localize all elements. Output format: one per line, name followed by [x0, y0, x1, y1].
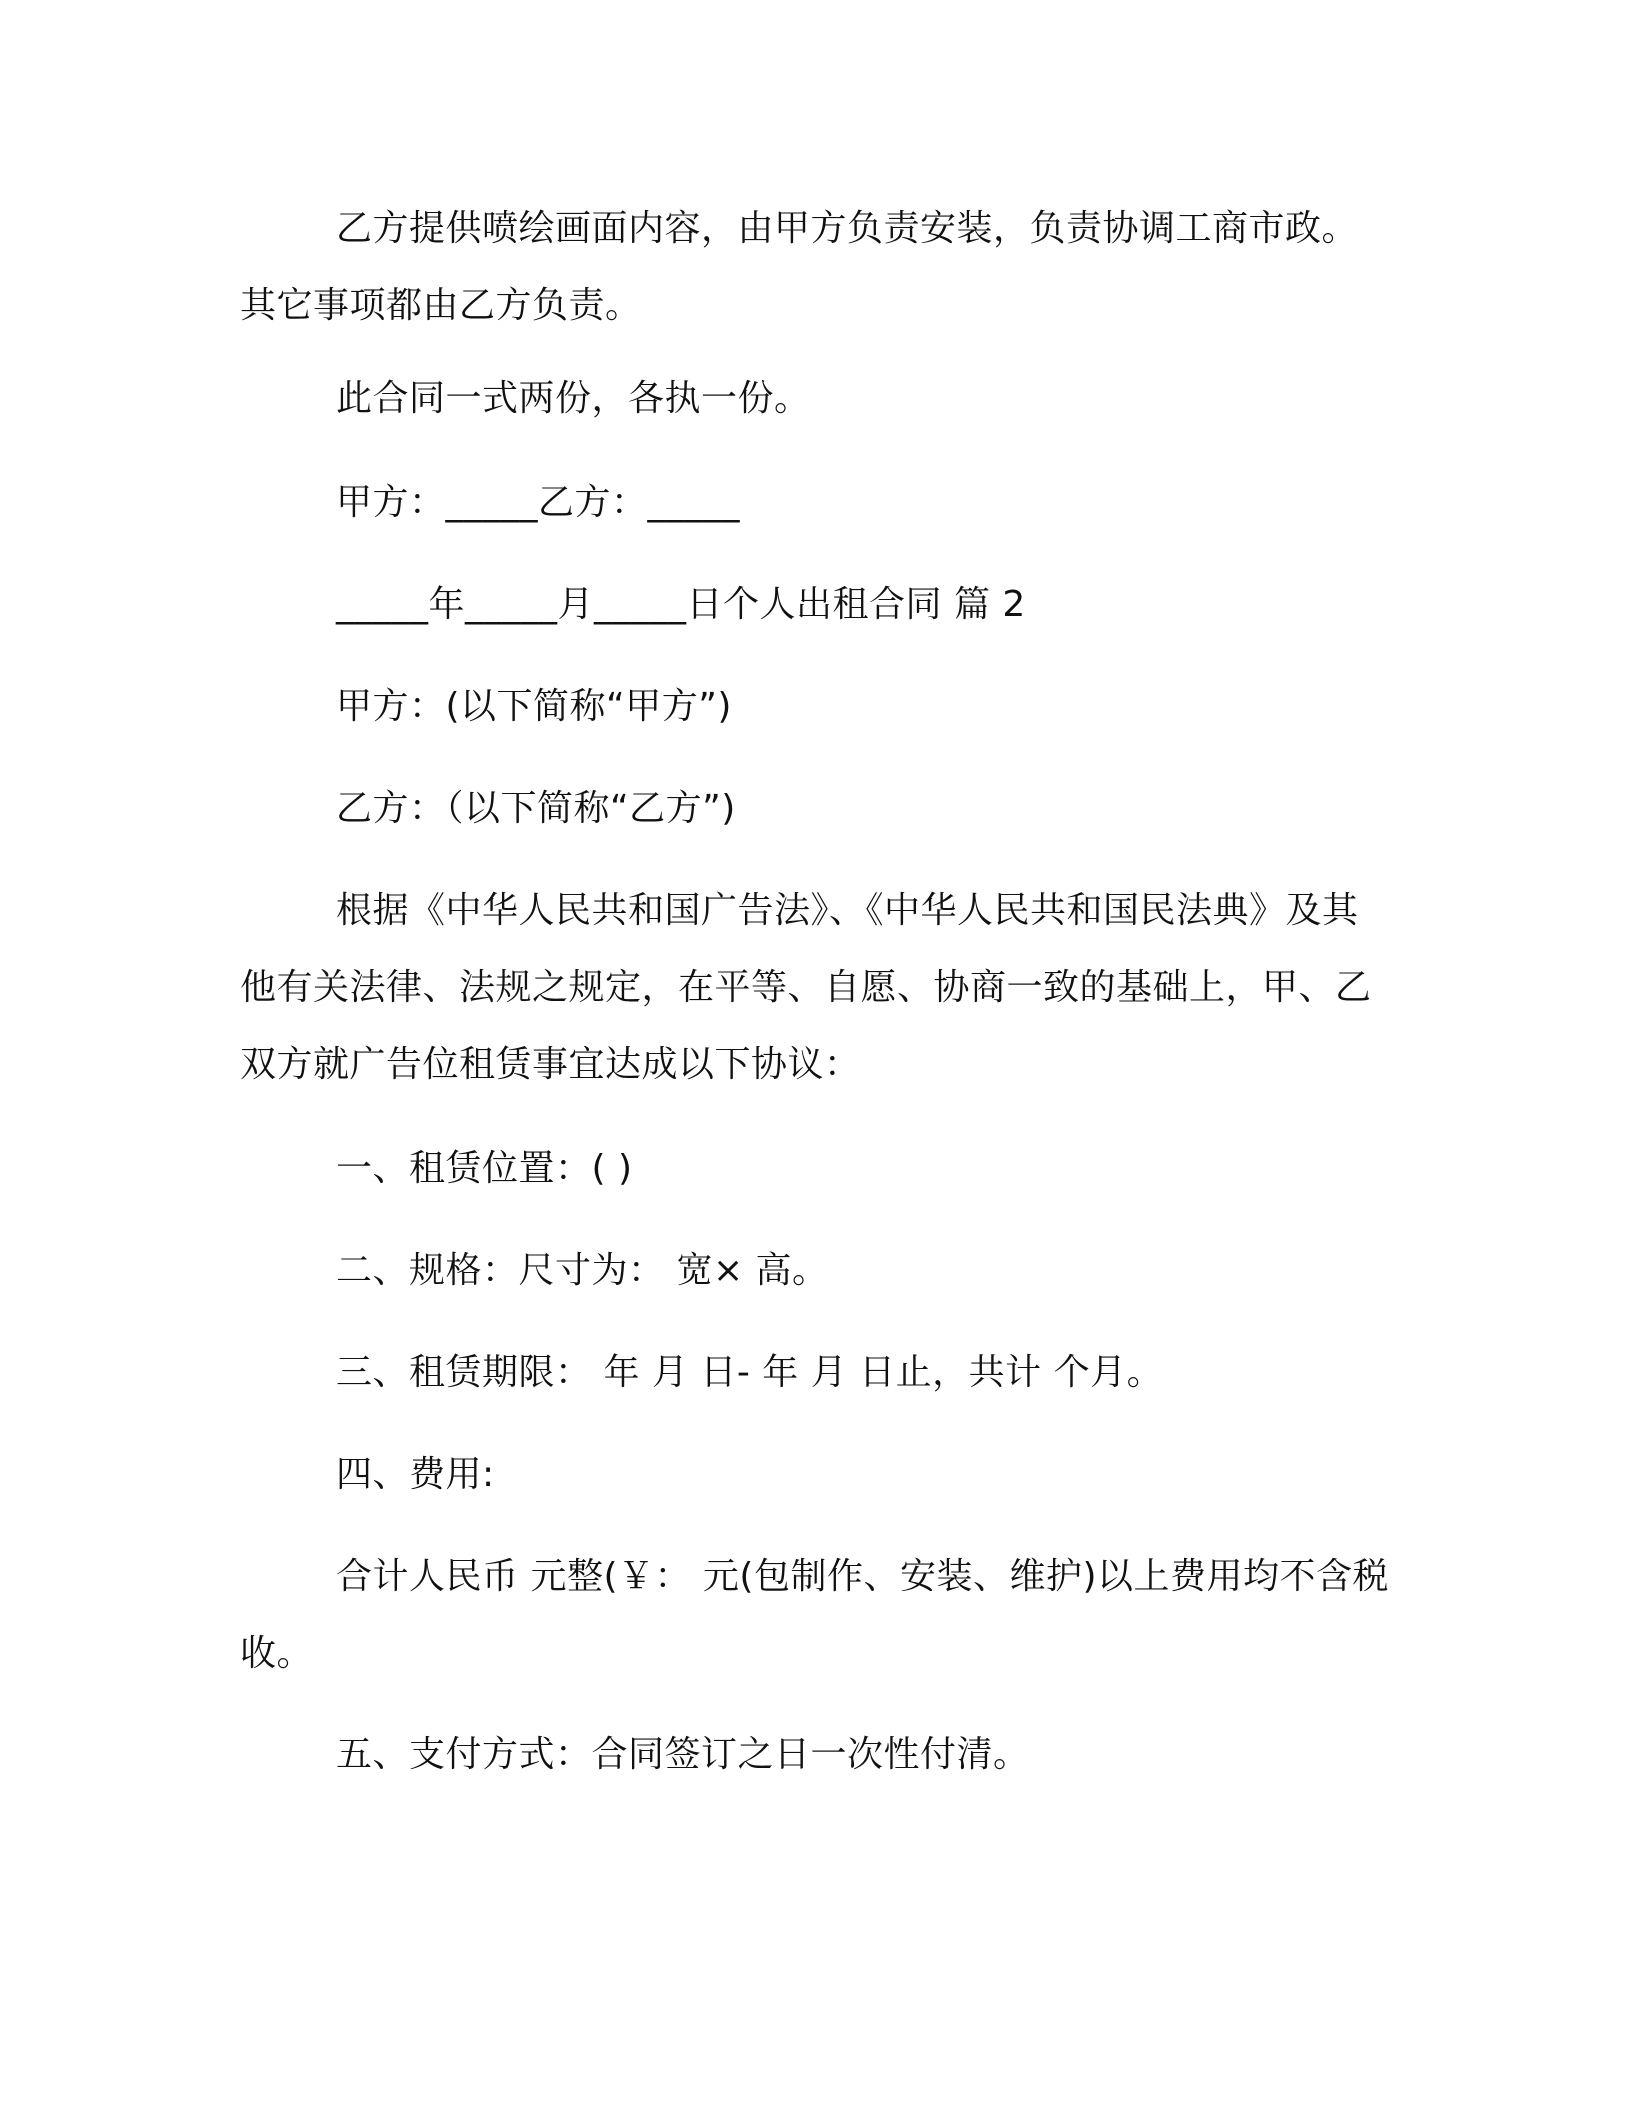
paragraph-clause-location: 一、租赁位置：( ) [336, 1148, 633, 1189]
paragraph-legal-basis: 根据《中华人民共和国广告法》、《中华人民共和国民法典》及其他有关法律、法规之规定，在平等、自愿、协商一致的基础上，甲、乙双方就广告位租赁事宜达成以下协议： [240, 890, 1372, 1085]
paragraph-party-b: 乙方：（以下简称“乙方”) [336, 788, 736, 829]
paragraph-installation: 乙方提供喷绘画面内容，由甲方负责安装，负责协调工商市政。其它事项都由乙方负责。 [240, 208, 1359, 326]
paragraph-date-title: _____年_____月_____日个人出租合同 篇 2 [336, 584, 1026, 625]
paragraph-copies: 此合同一式两份，各执一份。 [336, 378, 811, 419]
paragraph-clause-payment: 五、支付方式：合同签订之日一次性付清。 [336, 1734, 1030, 1775]
paragraph-party-a: 甲方：(以下简称“甲方”) [336, 686, 732, 727]
paragraph-clause-fees: 四、费用: [336, 1454, 495, 1495]
paragraph-clause-specification: 二、规格：尺寸为： 宽× 高。 [336, 1250, 829, 1291]
paragraph-clause-term: 三、租赁期限： 年 月 日- 年 月 日止，共计 个月。 [336, 1352, 1164, 1393]
paragraph-total-amount: 合计人民币 元整(￥： 元(包制作、安装、维护)以上费用均不含税收。 [240, 1556, 1390, 1674]
paragraph-signatures: 甲方：_____乙方：_____ [336, 482, 741, 523]
